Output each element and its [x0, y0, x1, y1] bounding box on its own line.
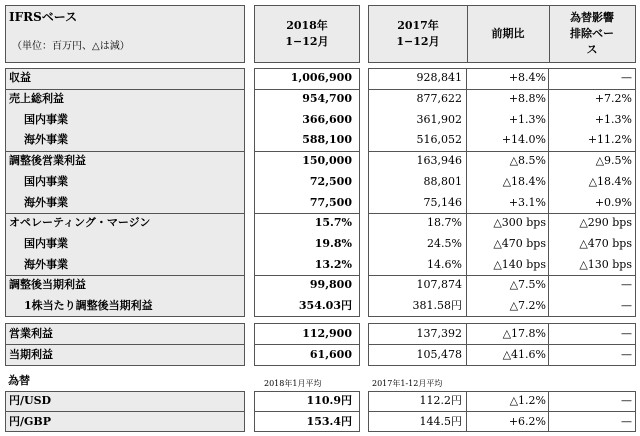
value-yoy: △18.4%: [502, 174, 546, 188]
value-2017: 137,392: [416, 326, 462, 340]
col-2017-year: 2017年: [397, 19, 439, 32]
value-2017: 516,052: [416, 133, 462, 147]
value-2018: 72,500: [309, 174, 352, 188]
row-label: 調整後営業利益: [9, 154, 86, 168]
value-yoy: △140 bps: [493, 257, 546, 271]
col-2018-period: 1−12月: [285, 35, 329, 48]
col-fx-header-1: 為替影響: [570, 11, 614, 24]
value-2017: 112.2円: [419, 394, 462, 408]
fx-section-title: 為替: [8, 374, 30, 387]
value-fx: △9.5%: [595, 154, 632, 168]
row-label: 調整後当期利益: [9, 278, 86, 292]
value-2017: 88,801: [423, 174, 462, 188]
value-fx: —: [621, 394, 632, 408]
col-2018-year: 2018年: [286, 19, 328, 32]
row-label: 円/USD: [9, 394, 52, 408]
value-2018: 61,600: [309, 348, 352, 362]
value-yoy: △7.2%: [509, 299, 546, 313]
unit-note: （単位：百万円、△は減）: [12, 41, 130, 52]
value-2018: 1,006,900: [290, 71, 352, 85]
value-2018: 13.2%: [314, 257, 352, 271]
value-yoy: △1.2%: [509, 394, 546, 408]
value-yoy: △8.5%: [509, 154, 546, 168]
value-2018: 588,100: [302, 133, 352, 147]
value-yoy: +14.0%: [501, 133, 546, 147]
row-label: 海外事業: [24, 257, 68, 271]
value-2018: 153.4円: [306, 414, 352, 428]
value-yoy: +6.2%: [508, 414, 546, 428]
value-yoy: +8.4%: [508, 71, 546, 85]
value-2018: 112,900: [302, 326, 352, 340]
value-2018: 99,800: [309, 278, 352, 292]
value-2017: 105,478: [416, 348, 462, 362]
value-2017: 928,841: [416, 71, 462, 85]
value-2018: 19.8%: [314, 236, 352, 250]
value-fx: —: [621, 71, 632, 85]
value-2017: 144.5円: [419, 414, 462, 428]
value-fx: —: [621, 348, 632, 362]
value-2017: 107,874: [416, 278, 462, 292]
row-label: 海外事業: [24, 195, 68, 209]
row-label: 売上総利益: [9, 92, 64, 106]
header-2017-box: [368, 5, 636, 63]
value-yoy: △17.8%: [502, 326, 546, 340]
value-fx: +1.3%: [594, 112, 632, 126]
col-yoy-header: 前期比: [491, 27, 525, 40]
value-2018: 110.9円: [306, 394, 352, 408]
row-label: 営業利益: [9, 326, 53, 340]
value-yoy: +1.3%: [508, 112, 546, 126]
row-label: 1株当たり調整後当期利益: [24, 299, 153, 313]
value-2017: 361,902: [416, 112, 462, 126]
row-label: 国内事業: [24, 174, 68, 188]
value-2018: 15.7%: [314, 216, 352, 230]
value-fx: —: [621, 278, 632, 292]
value-2017: 14.6%: [427, 257, 462, 271]
value-2017: 163,946: [416, 154, 462, 168]
value-yoy: +8.8%: [508, 92, 546, 106]
row-label: オペレーティング・マージン: [9, 216, 151, 230]
value-fx: △470 bps: [579, 236, 632, 250]
value-2017: 381.58円: [412, 299, 462, 313]
value-2018: 366,600: [302, 112, 352, 126]
value-yoy: △7.5%: [509, 278, 546, 292]
row-label: 円/GBP: [9, 414, 51, 428]
table-title: IFRSベース: [9, 10, 78, 24]
value-fx: +11.2%: [587, 133, 632, 147]
row-label: 国内事業: [24, 236, 68, 250]
value-yoy: △470 bps: [493, 236, 546, 250]
value-2017: 877,622: [416, 92, 462, 106]
value-fx: —: [621, 326, 632, 340]
value-2018: 77,500: [309, 195, 352, 209]
fx-note-2017: 2017年1-12月平均: [372, 379, 443, 388]
fx-note-2018: 2018年1月平均: [264, 379, 322, 388]
value-fx: +0.9%: [594, 195, 632, 209]
value-fx: —: [621, 414, 632, 428]
row-label: 収益: [9, 71, 31, 85]
value-2017: 75,146: [423, 195, 462, 209]
value-fx: +7.2%: [594, 92, 632, 106]
value-2018: 954,700: [302, 92, 352, 106]
header-label-box: [5, 5, 245, 63]
value-yoy: △300 bps: [493, 216, 546, 230]
value-fx: △130 bps: [579, 257, 632, 271]
value-2018: 354.03円: [298, 299, 352, 313]
col-fx-header-2: 排除ベー: [570, 27, 614, 40]
header-2018-box: [254, 5, 360, 63]
value-yoy: △41.6%: [502, 348, 546, 362]
value-yoy: +3.1%: [508, 195, 546, 209]
value-fx: △290 bps: [579, 216, 632, 230]
value-fx: —: [621, 299, 632, 313]
col-2017-period: 1−12月: [396, 35, 440, 48]
row-label: 国内事業: [24, 112, 68, 126]
row-label: 当期利益: [9, 348, 53, 362]
row-label: 海外事業: [24, 133, 68, 147]
col-fx-header-3: ス: [586, 43, 598, 56]
value-fx: △18.4%: [588, 174, 632, 188]
value-2017: 24.5%: [427, 236, 462, 250]
value-2018: 150,000: [302, 154, 352, 168]
value-2017: 18.7%: [427, 216, 462, 230]
